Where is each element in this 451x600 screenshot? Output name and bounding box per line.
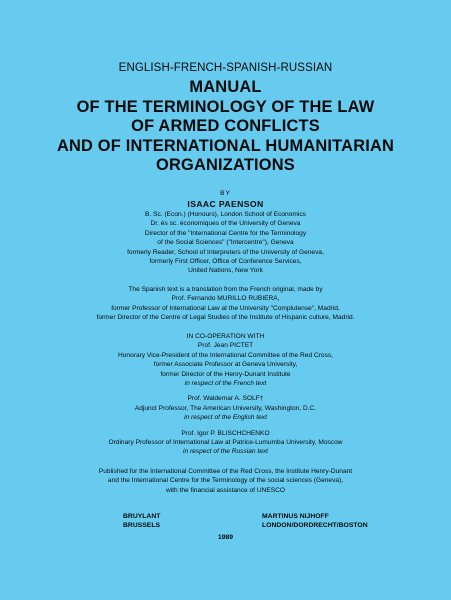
cooperator-line: Prof. Jean PICTET (197, 342, 254, 350)
cooperator-role: in respect of the English text (184, 414, 267, 422)
publisher-city: BRUSSELS (123, 522, 161, 530)
author-name: ISAAC PAENSON (187, 199, 264, 209)
cooperator-role: in respect of the French text (184, 380, 267, 388)
title-line: OF ARMED CONFLICTS (131, 117, 320, 136)
publisher-name: BRUYLANT (123, 513, 161, 520)
translation-line: The Spanish text is a translation from the French original, made by (128, 286, 323, 293)
cooperator-line: Ordinary Professor of International Law at Patrice-Lumumba University, Moscow (108, 439, 343, 447)
title-line: ORGANIZATIONS (156, 156, 295, 175)
credential-line: Director of the "International Centre for the Terminology (144, 229, 307, 237)
cooperator-french (0, 341, 451, 388)
title-line: OF THE TERMINOLOGY OF THE LAW (76, 97, 375, 116)
cooperator-line: Honorary Vice-President of the International Committee of the Red Cross, (117, 351, 333, 359)
publisher-nijhoff (262, 512, 368, 531)
title-block (0, 78, 451, 176)
credential-line: United Nations, New York (188, 267, 263, 275)
title-line: MANUAL (189, 78, 262, 96)
credential-line: formerly Reader, School of Interpreters of the University of Geneva, (127, 248, 324, 256)
publication-year: 1989 (217, 534, 234, 541)
translation-line: former Professor of International Law at the University "Complutense", Madrid, (111, 304, 340, 312)
publication-line: Published for the International Committee of the Red Cross, the Institute Henry-Dunant (98, 468, 353, 475)
publication-note (0, 467, 451, 495)
translation-note (0, 285, 451, 323)
cooperator-line: Prof. Waldemar A. SOLF† (187, 395, 264, 403)
cooperator-role: in respect of the Russian text (182, 448, 269, 456)
publisher-bruylant (123, 512, 160, 531)
cooperator-line: Prof. Igor P. BLISCHCHENKO (181, 429, 270, 437)
title-line: AND OF INTERNATIONAL HUMANITARIAN (56, 136, 395, 155)
cooperation-heading: IN CO-OPERATION WITH (186, 333, 265, 340)
cooperation-section (0, 332, 451, 457)
publication-line: with the financial assistance of UNESCO (165, 486, 286, 494)
cooperator-line: former Director of the Henry-Dunant Institute (160, 370, 291, 378)
publisher-name: MARTINUS NIJHOFF (262, 513, 329, 520)
cooperator-line: former Associate Professor at Geneva University, (153, 361, 298, 369)
by-label: BY (220, 190, 231, 197)
credential-line: Dr. ès sc. économiques of the University of Geneva (150, 220, 301, 228)
author-credentials (0, 210, 451, 276)
cooperator-line: Adjunct Professor, The American University, Washington, D.C. (134, 404, 317, 412)
cooperator-russian (0, 429, 451, 457)
languages-line: ENGLISH-FRENCH-SPANISH-RUSSIAN (118, 62, 333, 74)
publication-line: and the International Centre for the Terminology of the social sciences (Geneva), (107, 477, 344, 485)
credential-line: formerly First Officer, Office of Conference Services, (149, 258, 302, 266)
publisher-city: LONDON/DORDRECHT/BOSTON (262, 522, 368, 530)
credential-line: B. Sc. (Econ.) (Honours), London School of Economics (145, 211, 306, 218)
translation-line: former Director of the Centre of Legal Studies of the Institute of Hispanic culture, Madrid. (96, 314, 355, 322)
cooperator-english (0, 394, 451, 422)
translation-line: Prof. Fernando MURILLO RUBIERA, (171, 295, 280, 303)
credential-line: of the Social Sciences" ("Intercentre"), Geneva (157, 239, 294, 247)
